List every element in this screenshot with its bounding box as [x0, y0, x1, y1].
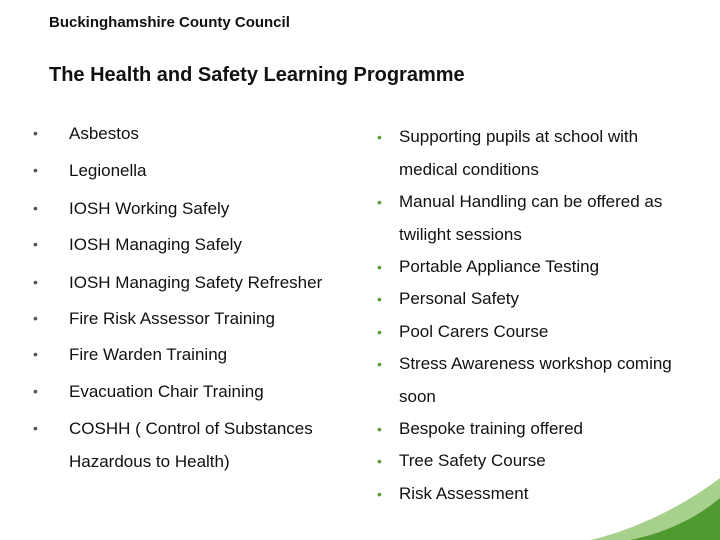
list-item: Evacuation Chair Training: [69, 382, 264, 401]
list-item: Bespoke training offered: [399, 419, 583, 438]
list-item: Supporting pupils at school with: [399, 127, 639, 146]
list-item-continuation: medical conditions: [399, 160, 539, 179]
bullet-icon: •: [377, 291, 382, 307]
list-item: Tree Safety Course: [399, 451, 546, 470]
list-item-continuation: twilight sessions: [399, 225, 522, 244]
bullet-icon: •: [33, 236, 38, 252]
bullet-icon: •: [377, 129, 382, 145]
bullet-icon: •: [377, 486, 382, 502]
list-item: Pool Carers Course: [399, 322, 549, 341]
list-item: Fire Risk Assessor Training: [69, 309, 275, 328]
list-item: Portable Appliance Testing: [399, 257, 600, 276]
list-item: COSHH ( Control of Substances: [69, 419, 313, 438]
green-swoosh-decoration: [590, 460, 720, 540]
list-item: Fire Warden Training: [69, 345, 228, 364]
list-item: Personal Safety: [399, 289, 520, 308]
org-name: Buckinghamshire County Council: [49, 14, 290, 31]
list-item: Manual Handling can be offered as: [399, 192, 663, 211]
bullet-icon: •: [377, 194, 382, 210]
list-item: IOSH Working Safely: [69, 199, 230, 218]
bullet-icon: •: [377, 324, 382, 340]
bullet-icon: •: [33, 346, 38, 362]
bullet-icon: •: [377, 259, 382, 275]
bullet-icon: •: [33, 200, 38, 216]
list-item: Asbestos: [69, 124, 139, 143]
bullet-icon: •: [33, 310, 38, 326]
list-item: Risk Assessment: [399, 484, 529, 503]
list-item: IOSH Managing Safety Refresher: [69, 273, 323, 292]
bullet-icon: •: [33, 420, 38, 436]
bullet-icon: •: [33, 383, 38, 399]
list-item: Stress Awareness workshop coming: [399, 354, 672, 373]
list-item: Legionella: [69, 161, 147, 180]
list-item-continuation: soon: [399, 387, 436, 406]
bullet-icon: •: [377, 421, 382, 437]
list-item-continuation: Hazardous to Health): [69, 452, 230, 471]
list-item: IOSH Managing Safely: [69, 235, 242, 254]
bullet-icon: •: [377, 356, 382, 372]
bullet-icon: •: [33, 162, 38, 178]
page-title: The Health and Safety Learning Programme: [49, 64, 465, 86]
bullet-icon: •: [377, 453, 382, 469]
bullet-icon: •: [33, 125, 38, 141]
bullet-icon: •: [33, 274, 38, 290]
